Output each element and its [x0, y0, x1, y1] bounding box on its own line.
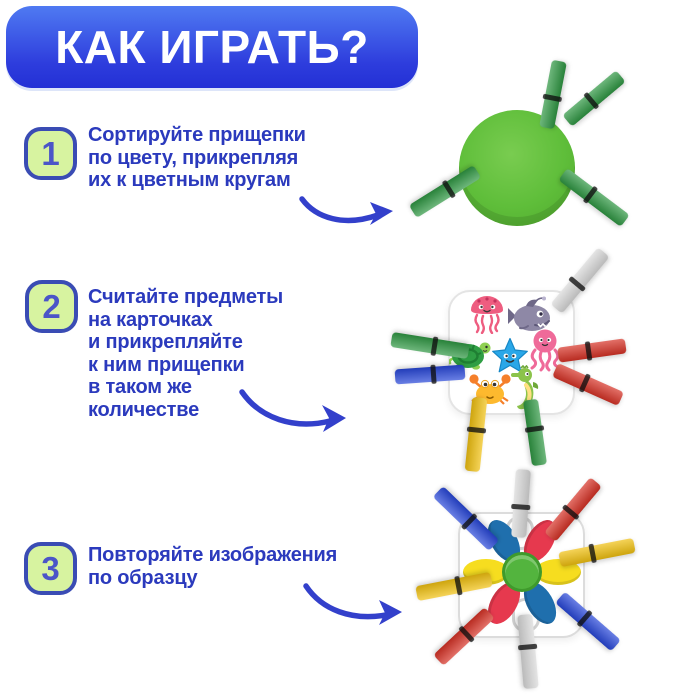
step-3-line-1: Повторяйте изображения: [88, 544, 338, 566]
green-disc: [459, 110, 575, 226]
title-banner: [6, 6, 418, 88]
jellyfish-icon: [468, 292, 506, 334]
step-2-line-5: в таком же: [88, 376, 192, 398]
step-2-line-2: на карточках: [88, 308, 213, 331]
arrow-step-3-icon: [300, 580, 408, 630]
step-2-line-6: количестве: [88, 398, 200, 421]
clothespin-white: [550, 247, 609, 313]
step-2-badge: [25, 280, 78, 333]
step-3-number: 3: [41, 549, 60, 587]
page-title: КАК ИГРАТЬ?: [55, 21, 369, 73]
step-1-text: [88, 124, 306, 192]
step-2-line-4: к ним прищепки: [88, 353, 245, 376]
arrow-step-2-icon: [236, 386, 356, 440]
clothespin-green: [539, 60, 567, 130]
step-1-line-2: по цвету, прикрепляя: [88, 146, 299, 169]
step-1-line-3: их к цветным кругам: [88, 169, 291, 191]
flower-center: [502, 552, 542, 592]
step-1-number: 1: [41, 134, 60, 172]
clothespin-green: [558, 168, 629, 227]
step-3-badge: [24, 542, 77, 595]
step-2-line-1: Считайте предметы: [88, 286, 284, 308]
step-1-line-1: Сортируйте прищепки: [88, 124, 306, 146]
step-2-line-3: и прикрепляйте: [88, 331, 243, 353]
step-2-number: 2: [42, 287, 61, 325]
step-1-badge: [24, 127, 77, 180]
arrow-step-1-icon: [296, 194, 406, 234]
clothespin-green: [562, 70, 625, 126]
step-3-line-2: по образцу: [88, 566, 198, 589]
